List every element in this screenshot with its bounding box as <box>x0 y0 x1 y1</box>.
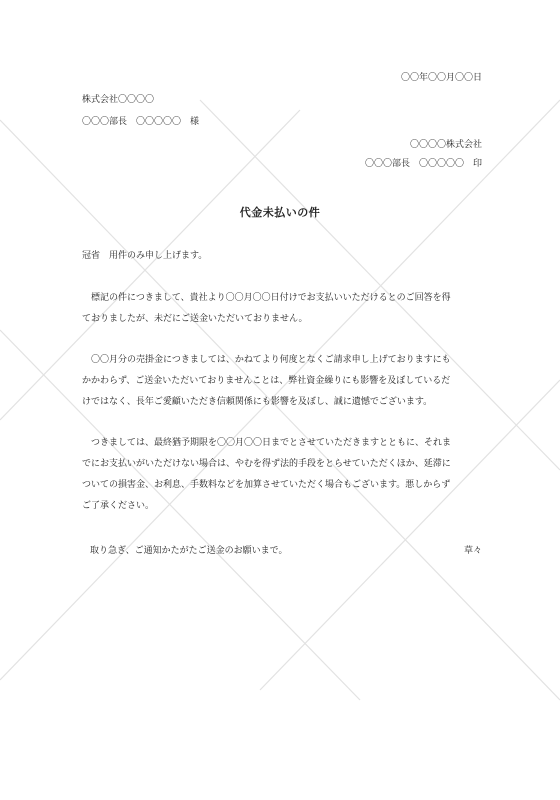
letter-date: 〇〇年〇〇月〇〇日 <box>400 73 482 83</box>
paragraph-line: けではなく、長年ご愛顧いただき信頼関係にも影響を及ぼし、誠に遺憾でございます。 <box>82 397 433 407</box>
paragraph-1 <box>82 288 482 330</box>
greeting-line: 冠省 用件のみ申し上げます。 <box>82 251 208 261</box>
paragraph-line: ご了承ください。 <box>82 501 155 511</box>
sender-person: 〇〇〇部長 〇〇〇〇〇 印 <box>364 159 482 169</box>
paragraph-3 <box>82 433 482 517</box>
closing-sentence: 取り急ぎ、ご通知かたがたご送金のお願いまで。 <box>90 546 288 556</box>
sender-company: 〇〇〇〇株式会社 <box>409 140 482 150</box>
paragraph-line: 〇〇月分の売掛金につきましては、かねてより何度となくご請求申し上げておりますにも <box>91 355 451 365</box>
closing-word: 草々 <box>463 546 482 556</box>
recipient-person: 〇〇〇部長 〇〇〇〇〇 様 <box>82 117 200 127</box>
paragraph-line: かかわらず、ご送金いただいておりませんことは、弊社資金繰りにも影響を及ぼしているだ <box>82 376 451 386</box>
paragraph-2 <box>82 350 482 413</box>
recipient-company: 株式会社〇〇〇〇 <box>82 95 155 105</box>
paragraph-line: ておりましたが、未だにご送金いただいておりません。 <box>82 314 308 324</box>
paragraph-line: でにお支払いがいただけない場合は、やむを得ず法的手段をとらせていただくほか、延滞に <box>82 459 451 469</box>
letter-title: 代金未払いの件 <box>239 206 321 219</box>
paragraph-line: つきましては、最終猶予期限を〇〇月〇〇日までとさせていただきますとともに、それま <box>91 438 452 448</box>
paragraph-line: 標記の件につきまして、貴社より〇〇月〇〇日付けでお支払いいただけるとのご回答を得 <box>91 293 451 303</box>
paragraph-line: ついての損害金、お利息、手数料などを加算させていただく場合もございます。悪しからず <box>82 480 451 490</box>
